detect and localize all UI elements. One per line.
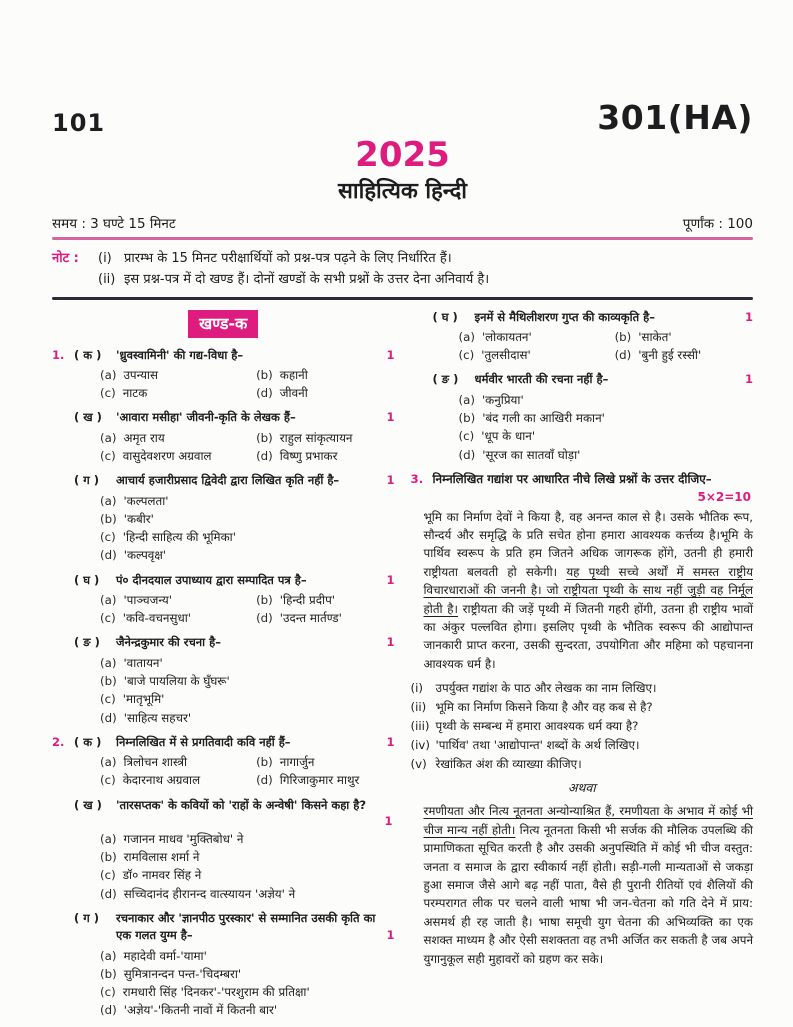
note-item-text: इस प्रश्न-पत्र में दो खण्ड हैं। दोनों खण्डों के सभी प्रश्नों के उत्तर देना अनिवार्य है। <box>124 271 490 287</box>
note-item-text: प्रारम्भ के 15 मिनट परीक्षार्थियों को प्रश्न-पत्र पढ़ने के लिए निर्धारित हैं। <box>124 251 452 267</box>
subquestion-text: रेखांकित अंश की व्याख्या कीजिए। <box>435 756 582 771</box>
option-text: विष्णु प्रभाकर <box>279 449 338 464</box>
option <box>256 753 394 771</box>
exam-year: 2025 <box>355 135 450 175</box>
option-key: (d) <box>256 611 273 626</box>
option-key: (c) <box>100 386 116 401</box>
subquestion-text: उपर्युक्त गद्यांश के पाठ और लेखक का नाम लिखिए। <box>435 681 657 696</box>
option-text: 'कल्पवृक्ष' <box>123 548 167 563</box>
question-number: 2. <box>52 734 65 749</box>
option-text: डॉ० नामवर सिंह ने <box>122 868 202 883</box>
option-key: (b) <box>256 367 273 382</box>
mark-value: 1 <box>386 572 395 587</box>
option-text: 'मातृभूमि' <box>122 692 165 707</box>
option-text: कहानी <box>279 367 308 382</box>
option-key: (d) <box>256 449 273 464</box>
option <box>100 510 395 528</box>
question-line <box>52 572 395 589</box>
option-text: 'उदन्त मार्तण्ड' <box>279 611 342 626</box>
option-text: गिरिजाकुमार माथुर <box>279 773 360 788</box>
question-1c <box>52 472 395 564</box>
mark-value: 1 <box>386 928 395 943</box>
subquestion <box>411 755 754 774</box>
question-line <box>52 910 395 945</box>
options <box>100 591 395 628</box>
option <box>100 672 395 690</box>
option <box>459 328 615 346</box>
page-number: 101 <box>52 109 106 137</box>
paper-code: 301(HA) <box>597 98 753 137</box>
subquestion <box>411 698 754 717</box>
option-text: 'अज्ञेय'-'कितनी नावों में कितनी बार' <box>123 1003 278 1018</box>
mark-value: 1 <box>744 309 753 324</box>
passage-underlined-segment: यह पृथ्वी सच्चे अर्थों में समस्त राष्ट्रीय विचारधाराओं की जननी है। जो राष्ट्रीयता पृथ्वी के साथ नहीं जुड़ी वह निर्मूल होती है। <box>423 564 754 616</box>
option <box>256 609 394 627</box>
option-text: महादेवी वर्मा-'यामा' <box>123 948 207 963</box>
options <box>100 830 395 903</box>
option-text: नाटक <box>122 386 148 401</box>
question-1e <box>52 634 395 726</box>
or-separator: अथवा <box>567 780 596 796</box>
options <box>100 366 395 403</box>
option-text: 'कवि-वचनसुधा' <box>122 611 192 626</box>
option-key: (b) <box>100 850 117 865</box>
question-2e <box>411 371 754 463</box>
part-label: ( ङ ) <box>432 372 459 387</box>
option-key: (a) <box>100 493 117 508</box>
question-line <box>52 472 395 489</box>
mark-value: 1 <box>386 347 395 362</box>
passage-segment: भूमि का निर्माण देवों ने किया है, वह अनन्त काल से है। उसके भौतिक रूप, सौन्दर्य और समृद्धि के प्रति सचेत होना हमारा आवश्यक कर्त्तव्य है।भूमि के पार्थिव स्वरूप के प्रति हम जितने अधिक जागरूक होंगे, उतनी ही हमारी राष्ट्रीयता बलवती हो सकेगी। <box>423 509 753 579</box>
option-key: (d) <box>458 447 476 462</box>
passage-segment: राष्ट्रीयता की जड़ें पृथ्वी में जितनी गहरी होंगी, उतना ही राष्ट्रीय भावों का अंकुर पल्लवित होगा। इसलिए पृथ्वी के भौतिक स्वरूप की आद्योपान्त जानकारी प्राप्त करना, उसकी सुन्दरता, उपयोगिता और महिमा को पहचानना आवश्यक धर्म है। <box>423 601 754 671</box>
option-text: जीवनी <box>279 386 308 401</box>
subquestion <box>411 717 754 736</box>
left-column <box>52 309 395 1027</box>
option-key: (b) <box>256 430 273 445</box>
option <box>100 366 256 384</box>
option-key: (b) <box>614 329 632 344</box>
question-line <box>52 347 395 364</box>
passage-1 <box>424 508 754 674</box>
passage-segment: नित्य नूतनता किसी भी सर्जक की मौलिक उपलब्धि की प्रामाणिकता सूचित करती है और उसकी अनुपस्थिति में कोई भी चीज वस्तुत: जनता व समाज के द्वारा स्वीकार्य नहीं होती। सड़ी-गली मान्यताओं से जकड़ा हुआ समाज जैसे आगे बढ़ नहीं पाता, वैसे ही पुरानी रीतियों एवं शैलियों की परम्परागत लीक पर चलने वाली भाषा भी जन-चेतना को गति देने में प्राय: असमर्थ ही रह जाती है। भाषा समूची युग चेतना की अभिव्यक्ति का एक सशक्त माध्यम है और ऐसी सशक्तता वह तभी अर्जित कर सकती है जब अपने युगानुकूल सही मुहावरों को ग्रहण कर सके। <box>423 822 753 966</box>
question-line <box>52 634 395 651</box>
option <box>615 328 753 346</box>
option <box>256 429 394 447</box>
question-number: 3. <box>410 471 424 486</box>
option <box>100 965 395 983</box>
question-number: 1. <box>52 347 65 362</box>
divider-dark <box>52 297 753 300</box>
option-key: (c) <box>100 868 116 883</box>
option <box>459 446 754 464</box>
option-text: वासुदेवशरण अग्रवाल <box>122 449 212 464</box>
option-key: (a) <box>100 755 117 770</box>
page-header <box>52 98 753 137</box>
subquestion-number: (ii) <box>410 699 427 714</box>
option-text: 'बुनी हुई रस्सी' <box>638 348 702 363</box>
mark-value: 1 <box>386 734 395 749</box>
option-text: त्रिलोचन शास्त्री <box>123 755 188 770</box>
option-key: (b) <box>256 755 273 770</box>
option-text: 'साहित्य सहचर' <box>123 710 192 725</box>
option <box>100 983 395 1001</box>
option-text: 'पाञ्चजन्य' <box>123 592 172 607</box>
question-line <box>411 371 754 388</box>
option <box>100 1001 395 1019</box>
option <box>100 492 395 510</box>
part-label: ( क ) <box>74 734 102 749</box>
option-text: 'कबीर' <box>123 511 154 526</box>
mark-scheme: 5×2=10 <box>697 489 751 504</box>
part-label: ( ख ) <box>74 797 102 812</box>
option <box>100 690 395 708</box>
options <box>459 328 754 365</box>
subquestion-number: (iv) <box>410 737 430 752</box>
question-line <box>52 797 395 814</box>
part-label: ( ग ) <box>74 473 99 488</box>
mark-value: 1 <box>384 813 393 828</box>
option-text: 'सूरज का सातवाँ घोड़ा' <box>482 447 581 462</box>
option <box>256 447 394 465</box>
question-line <box>52 409 395 426</box>
part-label: ( ग ) <box>74 911 99 926</box>
option-key: (c) <box>458 429 475 444</box>
subquestion-number: (v) <box>410 756 427 771</box>
mark-value: 1 <box>386 410 395 425</box>
subquestion <box>411 736 754 755</box>
option <box>100 447 256 465</box>
options <box>459 391 754 464</box>
option-key: (a) <box>100 655 117 670</box>
option-text: गजानन माधव 'मुक्तिबोध' ने <box>123 831 244 846</box>
option <box>100 429 256 447</box>
option <box>100 591 256 609</box>
option-key: (a) <box>100 430 117 445</box>
subquestion-text: पृथ्वी के सम्बन्ध में हमारा आवश्यक धर्म क्या है? <box>435 718 639 733</box>
question-text: 'आवारा मसीहा' जीवनी-कृति के लेखक हैं– <box>116 410 296 425</box>
option-key: (a) <box>100 948 117 963</box>
two-column-body <box>52 309 753 1027</box>
option-key: (c) <box>100 692 116 707</box>
option-text: 'कनुप्रिया' <box>481 392 524 407</box>
option-key: (a) <box>100 831 117 846</box>
option-text: राहुल सांकृत्यायन <box>279 430 353 445</box>
note-item <box>98 249 489 269</box>
question-2d <box>411 309 754 365</box>
question-text: इनमें से मैथिलीशरण गुप्त की काव्यकृति है– <box>474 309 656 324</box>
options <box>100 947 395 1020</box>
option-key: (b) <box>100 966 117 981</box>
option-key: (b) <box>458 411 476 426</box>
option-key: (d) <box>100 710 117 725</box>
option <box>459 409 754 427</box>
option <box>100 866 395 884</box>
option-text: रामविलास शर्मा ने <box>123 850 200 865</box>
option-key: (d) <box>100 1003 117 1018</box>
question-text: निम्नलिखित में से प्रगतिवादी कवि नहीं हैं– <box>116 734 291 749</box>
option-key: (d) <box>256 773 273 788</box>
question-text: 'ध्रुवस्वामिनी' की गद्य-विधा है– <box>116 347 244 362</box>
option-text: 'हिन्दी प्रदीप' <box>279 592 336 607</box>
note-block <box>52 249 753 289</box>
option-key: (a) <box>100 367 117 382</box>
options <box>100 429 395 466</box>
part-label: ( घ ) <box>74 572 100 587</box>
divider-pink <box>52 237 753 240</box>
option-key: (d) <box>100 548 117 563</box>
subquestion <box>411 679 754 698</box>
option-text: 'कल्पलता' <box>123 493 169 508</box>
mark-value: 1 <box>386 473 395 488</box>
option <box>256 591 394 609</box>
option <box>100 609 256 627</box>
option <box>256 366 394 384</box>
option-key: (b) <box>100 511 117 526</box>
question-text: धर्मवीर भारती की रचना नहीं है– <box>474 372 609 387</box>
option-key: (c) <box>100 449 116 464</box>
option-text: 'लोकायतन' <box>481 329 532 344</box>
note-items <box>98 249 489 289</box>
option <box>459 391 754 409</box>
option-key: (c) <box>100 530 116 545</box>
question-3 <box>411 471 754 968</box>
option-key: (d) <box>614 348 632 363</box>
option <box>615 346 753 364</box>
note-label: नोट : <box>52 251 79 267</box>
options <box>100 753 395 790</box>
option-text: 'बंद गली का आखिरी मकान' <box>482 411 605 426</box>
full-marks: पूर्णांक : 100 <box>682 216 753 233</box>
option <box>100 848 395 866</box>
option <box>100 885 395 903</box>
option-text: अमृत राय <box>123 430 165 445</box>
options <box>100 654 395 727</box>
option-text: 'साकेत' <box>638 329 672 344</box>
question-2c <box>52 910 395 1020</box>
note-item <box>98 270 489 290</box>
section-badge: खण्ड-क <box>188 310 258 338</box>
option <box>100 771 256 789</box>
time-allowed: समय : 3 घण्टे 15 मिनट <box>52 216 176 233</box>
option-text: 'बाजे पायलिया के घुँघरू' <box>123 674 230 689</box>
question-text: 'तारसप्तक' के कवियों को 'राहों के अन्वेषी' किसने कहा है? <box>116 797 367 812</box>
option-text: सुमित्रानन्दन पन्त-'चिदम्बरा' <box>123 966 242 981</box>
option <box>459 427 754 445</box>
part-label: ( ख ) <box>74 410 102 425</box>
option-text: 'तुलसीदास' <box>481 348 531 363</box>
mark-value: 1 <box>386 635 395 650</box>
subquestion-number: (i) <box>410 681 423 696</box>
option-text: नागार्जुन <box>279 755 315 770</box>
option <box>100 546 395 564</box>
option <box>100 830 395 848</box>
option-text: रामधारी सिंह 'दिनकर'-'परशुराम की प्रतिक्षा' <box>122 985 310 1000</box>
option-key: (a) <box>458 392 475 407</box>
question-line <box>411 309 754 326</box>
question-line <box>52 734 395 751</box>
question-2b <box>52 797 395 903</box>
subquestion-number: (iii) <box>410 718 430 733</box>
option-key: (a) <box>100 592 117 607</box>
option <box>100 947 395 965</box>
option-key: (c) <box>458 348 475 363</box>
option-text: 'हिन्दी साहित्य की भूमिका' <box>122 530 236 545</box>
option <box>100 528 395 546</box>
option <box>100 384 256 402</box>
time-marks-row <box>52 214 753 232</box>
part-label: ( घ ) <box>432 309 458 324</box>
option-text: 'धूप के धान' <box>481 429 536 444</box>
option-text: केदारनाथ अग्रवाल <box>122 773 201 788</box>
right-column <box>411 309 754 1027</box>
question-line <box>411 471 754 489</box>
question-text: निम्नलिखित गद्यांश पर आधारित नीचे लिखे प्रश्नों के उत्तर दीजिए– <box>432 471 712 486</box>
option-text: उपन्यास <box>123 367 158 382</box>
option <box>256 384 394 402</box>
note-item-number: (i) <box>98 251 112 267</box>
option <box>256 771 394 789</box>
part-label: ( ङ ) <box>74 635 100 650</box>
option-key: (c) <box>100 611 116 626</box>
option <box>100 753 256 771</box>
subquestion-text: भूमि का निर्माण किसने किया है और वह कब से है? <box>435 699 653 714</box>
option-key: (b) <box>100 674 117 689</box>
passage-underlined-segment: रमणीयता और नित्य नूतनता अन्योन्याश्रित हैं, रमणीयता के अभाव में कोई भी चीज मान्य नहीं होती। <box>423 804 753 837</box>
options <box>100 492 395 565</box>
question-text: जैनेन्द्रकुमार की रचना है– <box>116 635 222 650</box>
option-key: (b) <box>256 592 273 607</box>
passage-2 <box>424 802 754 968</box>
option-text: सच्चिदानंद हीरानन्द वात्स्यायन 'अज्ञेय' ने <box>123 886 296 901</box>
option-key: (d) <box>100 886 117 901</box>
question-1b <box>52 409 395 465</box>
section-badge-wrap <box>52 310 395 338</box>
option <box>459 346 615 364</box>
option <box>100 709 395 727</box>
option <box>100 654 395 672</box>
option-text: 'वातायन' <box>123 655 163 670</box>
option-key: (d) <box>256 386 273 401</box>
subject-title: साहित्यिक हिन्दी <box>338 179 467 205</box>
question-2a <box>52 734 395 790</box>
part-label: ( क ) <box>74 347 102 362</box>
question-1d <box>52 572 395 628</box>
subquestion-text: 'पार्थिव' तथा 'आद्योपान्त' शब्दों के अर्थ लिखिए। <box>435 737 640 752</box>
question-text: पं० दीनदयाल उपाध्याय द्वारा सम्पादित पत्र है– <box>116 572 307 587</box>
note-item-number: (ii) <box>98 271 116 287</box>
option-key: (a) <box>458 329 475 344</box>
question-text: आचार्य हजारीप्रसाद द्विवेदी द्वारा लिखित कृति नहीं है– <box>116 473 340 488</box>
question-1a <box>52 347 395 403</box>
option-key: (c) <box>100 985 116 1000</box>
question-text: रचनाकार और 'ज्ञानपीठ पुरस्कार' से सम्मानित उसकी कृति का एक गलत युग्म है– <box>116 911 376 943</box>
option-key: (c) <box>100 773 116 788</box>
mark-value: 1 <box>744 372 753 387</box>
